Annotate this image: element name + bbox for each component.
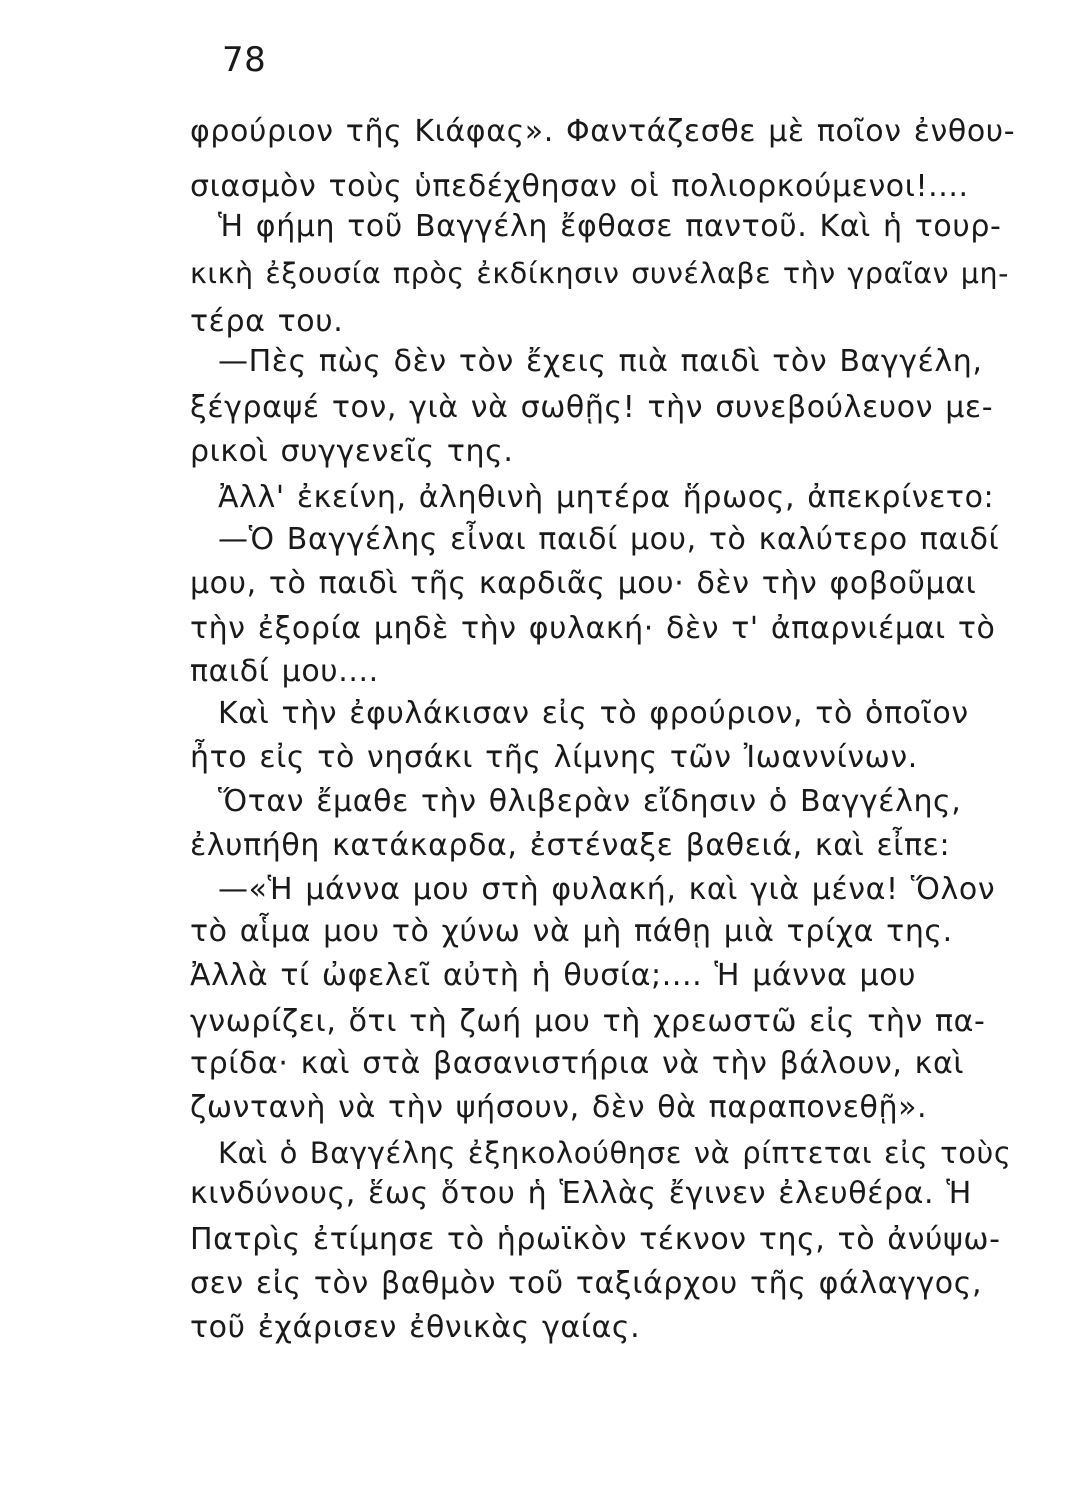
text-line: φρούριον τῆς Κιάφας». Φαντάζεσθε μὲ ποῖον ἐνθου-	[190, 114, 1016, 149]
text-line: Ἡ φήμη τοῦ Βαγγέλη ἔφθασε παντοῦ. Καὶ ἡ τουρ-	[218, 209, 1002, 244]
text-line: μου, τὸ παιδὶ τῆς καρδιᾶς μου· δὲν τὴν φοβοῦμαι	[190, 566, 977, 601]
text-line: ρικοὶ συγγενεῖς της.	[190, 434, 514, 469]
text-line: Ἀλλὰ τί ὠφελεῖ αὐτὴ ἡ θυσία;.... Ἡ μάννα μου	[190, 958, 917, 993]
text-line: —Πὲς πὼς δὲν τὸν ἔχεις πιὰ παιδὶ τὸν Βαγγέλη,	[218, 344, 983, 379]
text-line: γνωρίζει, ὅτι τὴ ζωή μου τὴ χρεωστῶ εἰς τὴν πα-	[190, 1004, 986, 1039]
text-line: ξέγραψέ τον, γιὰ νὰ σωθῇς! τὴν συνεβούλευον με-	[190, 390, 994, 425]
text-line: —«Ἡ μάννα μου στὴ φυλακή, καὶ γιὰ μένα! Ὅλον	[218, 872, 996, 907]
page-number: 78	[222, 40, 267, 80]
text-line: τὸ αἷμα μου τὸ χύνω νὰ μὴ πάθῃ μιὰ τρίχα της.	[190, 914, 953, 949]
text-line: τοῦ ἐχάρισεν ἐθνικὰς γαίας.	[190, 1310, 641, 1345]
text-line: ζωντανὴ νὰ τὴν ψήσουν, δὲν θὰ παραπονεθῇ».	[190, 1090, 928, 1125]
text-line: κικὴ ἐξουσία πρὸς ἐκδίκησιν συνέλαβε τὴν γραῖαν μη-	[190, 257, 1010, 290]
text-line: Ὅταν ἔμαθε τὴν θλιβερὰν εἴδησιν ὁ Βαγγέλης,	[218, 784, 962, 819]
text-line: Καὶ τὴν ἐφυλάκισαν εἰς τὸ φρούριον, τὸ ὁποῖον	[218, 696, 969, 731]
text-line: ἦτο εἰς τὸ νησάκι τῆς λίμνης τῶν Ἰωαννίνων.	[190, 740, 918, 775]
text-line: παιδί μου....	[190, 654, 379, 689]
text-line: Πατρὶς ἐτίμησε τὸ ἡρωϊκὸν τέκνον της, τὸ ἀνύψω-	[190, 1222, 1001, 1257]
text-line: Καὶ ὁ Βαγγέλης ἐξηκολούθησε νὰ ρίπτεται εἰς τοὺς	[218, 1136, 1012, 1170]
text-line: σιασμὸν τοὺς ὑπεδέχθησαν οἱ πολιορκούμενοι!....	[190, 169, 969, 204]
text-line: Ἀλλ' ἐκείνη, ἀληθινὴ μητέρα ἥρωος, ἀπεκρίνετο:	[218, 480, 995, 515]
text-line: τρίδα· καὶ στὰ βασανιστήρια νὰ τὴν βάλουν, καὶ	[190, 1046, 965, 1081]
text-line: τὴν ἐξορία μηδὲ τὴν φυλακή· δὲν τ' ἀπαρνιέμαι τὸ	[190, 611, 996, 646]
text-line: —Ὁ Βαγγέλης εἶναι παιδί μου, τὸ καλύτερο παιδί	[218, 522, 1000, 557]
text-line: τέρα του.	[190, 304, 344, 339]
text-line: σεν εἰς τὸν βαθμὸν τοῦ ταξιάρχου τῆς φάλαγγος,	[190, 1266, 983, 1301]
text-line: ἐλυπήθη κατάκαρδα, ἐστέναξε βαθειά, καὶ εἶπε:	[190, 828, 951, 863]
text-line: κινδύνους, ἕως ὅτου ἡ Ἑλλὰς ἔγινεν ἐλευθέρα. Ἡ	[190, 1176, 972, 1211]
